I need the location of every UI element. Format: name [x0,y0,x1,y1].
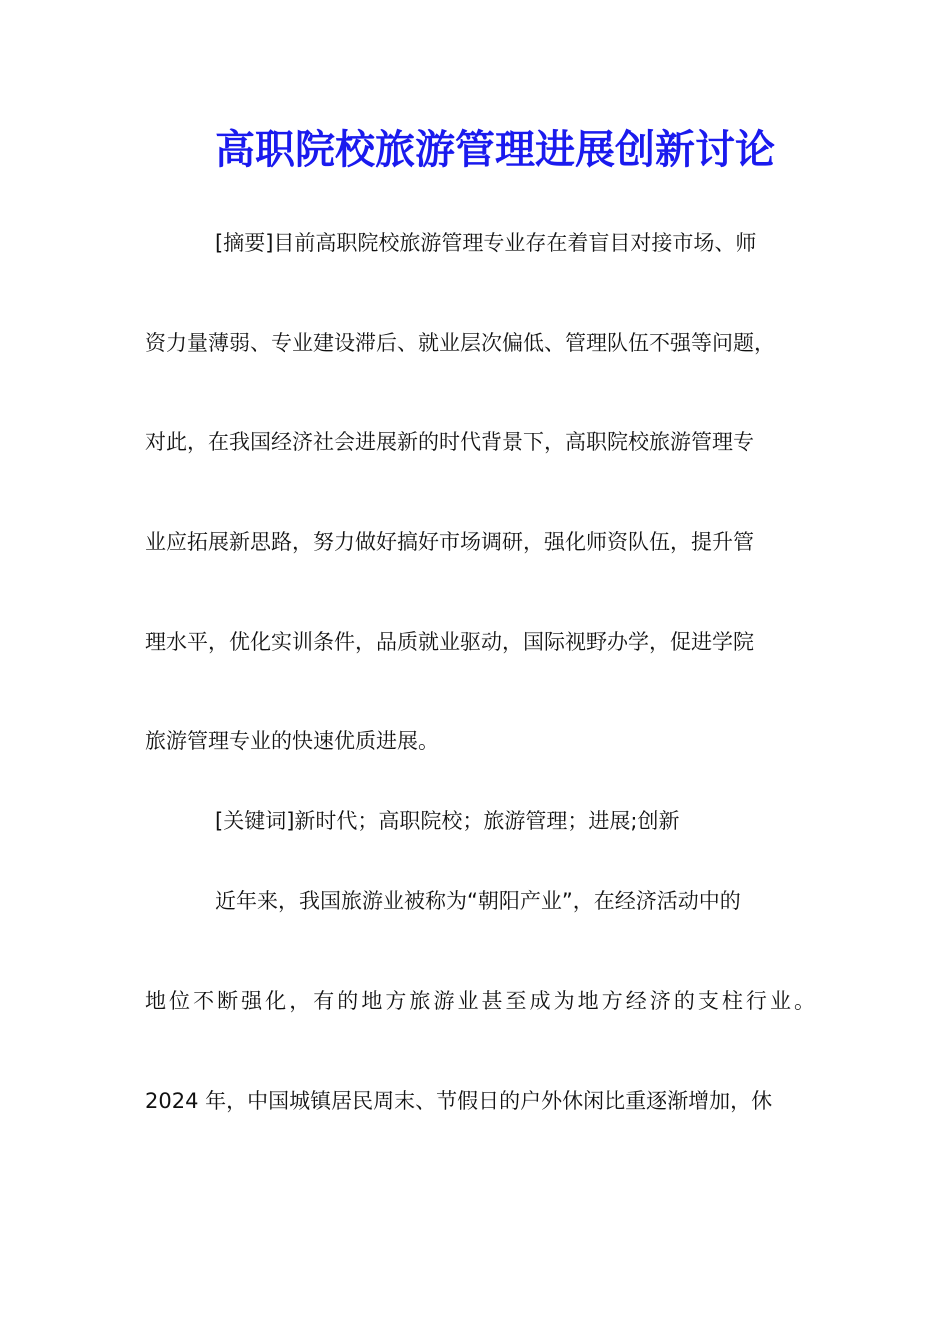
body-line-1: 近年来，我国旅游业被称为“朝阳产业”，在经济活动中的 [215,889,741,913]
body-line-2: 地位不断强化，有的地方旅游业甚至成为地方经济的支柱行业。 [145,989,815,1013]
abstract-line-4: 业应拓展新思路，努力做好搞好市场调研，强化师资队伍，提升管 [145,530,754,554]
body-line-3: 2024 年，中国城镇居民周末、节假日的户外休闲比重逐渐增加，休 [145,1089,773,1113]
abstract-line-1: [摘要]目前高职院校旅游管理专业存在着盲目对接市场、师 [215,231,757,255]
abstract-line-6: 旅游管理专业的快速优质进展。 [145,729,439,753]
abstract-line-5: 理水平，优化实训条件，品质就业驱动，国际视野办学，促进学院 [145,630,754,654]
abstract-line-3: 对此，在我国经济社会进展新的时代背景下，高职院校旅游管理专 [145,430,754,454]
abstract-line-2: 资力量薄弱、专业建设滞后、就业层次偏低、管理队伍不强等问题， [145,331,775,355]
page-title: 高职院校旅游管理进展创新讨论 [215,126,775,173]
keywords-line: [关键词]新时代；高职院校；旅游管理；进展;创新 [215,809,680,833]
